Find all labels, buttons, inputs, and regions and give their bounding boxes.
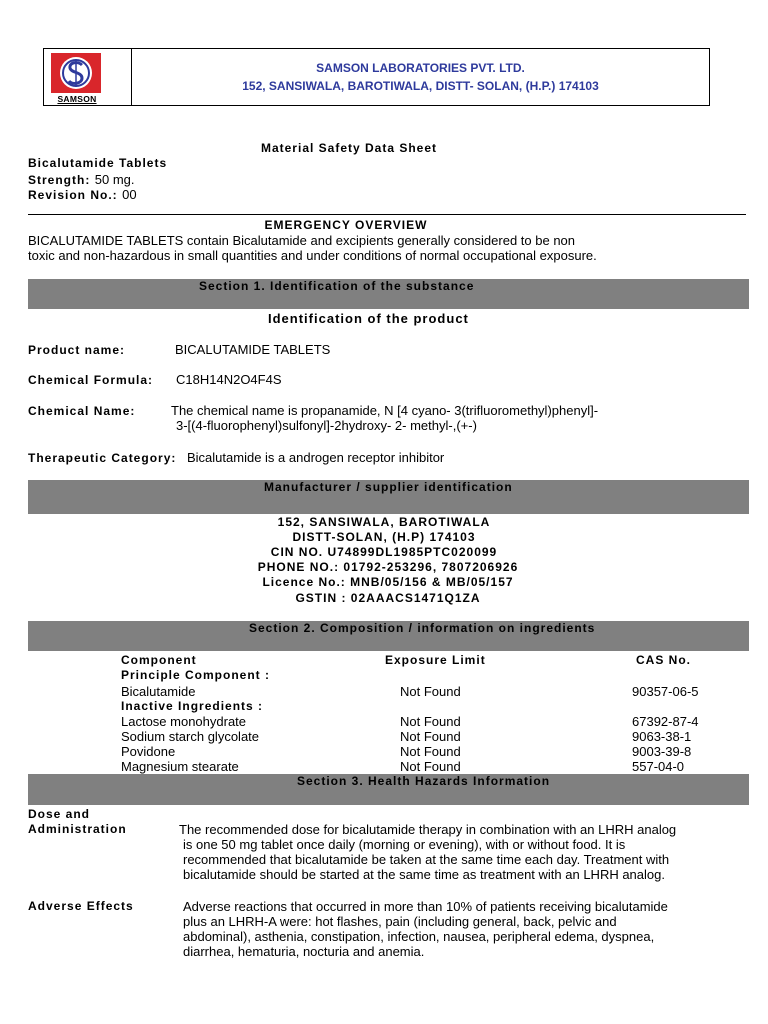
- ingredient-exposure: Not Found: [400, 744, 461, 759]
- manufacturer-line: DISTT-SOLAN, (H.P) 174103: [292, 530, 476, 544]
- revision-value: 00: [122, 187, 137, 202]
- emergency-title: EMERGENCY OVERVIEW: [264, 218, 428, 232]
- adverse-text-line: abdominal), asthenia, constipation, infection, nausea, peripheral edema, dyspnea,: [183, 929, 655, 944]
- revision-label: Revision No.:: [28, 188, 118, 202]
- adverse-effects-label: Adverse Effects: [28, 899, 134, 913]
- ingredient-name: Lactose monohydrate: [121, 714, 247, 729]
- manufacturer-line: Licence No.: MNB/05/156 & MB/05/157: [262, 575, 514, 589]
- dose-text-line: bicalutamide should be started at the same time as treatment with an LHRH analog.: [183, 867, 665, 882]
- product-name-label: Product name:: [28, 343, 126, 357]
- section-1-header: Section 1. Identification of the substance: [28, 279, 749, 309]
- strength-value: 50 mg.: [94, 172, 135, 187]
- divider-line: [28, 214, 746, 215]
- section-2-header: Section 2. Composition / information on ingredients: [28, 621, 749, 651]
- column-header-exposure: Exposure Limit: [385, 653, 486, 667]
- revision-row: [28, 186, 137, 204]
- chemical-name-label: Chemical Name:: [28, 404, 136, 418]
- dose-text-line: The recommended dose for bicalutamide therapy in combination with an LHRH analog: [179, 822, 677, 837]
- column-header-cas: CAS No.: [636, 653, 691, 667]
- product-title: Bicalutamide Tablets: [28, 156, 168, 170]
- chemical-name-line: 3-[(4-fluorophenyl)sulfonyl]-2hydroxy- 2- methyl-,(+-): [176, 418, 477, 433]
- ingredient-name: Sodium starch glycolate: [121, 729, 260, 744]
- principle-component-label: Principle Component :: [121, 668, 271, 682]
- dose-text-line: is one 50 mg tablet once daily (morning or evening), with or without food. It is: [183, 837, 626, 852]
- dose-label: Dose and: [28, 807, 91, 821]
- strength-label: Strength:: [28, 173, 91, 187]
- adverse-text-line: plus an LHRH-A were: hot flashes, pain (including general, back, pelvic and: [183, 914, 617, 929]
- manufacturer-header: Manufacturer / supplier identification: [28, 480, 749, 514]
- emergency-text-line: BICALUTAMIDE TABLETS contain Bicalutamide and excipients generally considered to be non: [28, 233, 576, 248]
- company-name: SAMSON LABORATORIES PVT. LTD.: [316, 61, 525, 75]
- ingredient-name: Magnesium stearate: [121, 759, 239, 774]
- manufacturer-line: CIN NO. U74899DL1985PTC020099: [270, 545, 498, 559]
- administration-label: Administration: [28, 822, 127, 836]
- emergency-text-line: toxic and non-hazardous in small quantities and under conditions of normal occupational exposure.: [28, 248, 597, 263]
- ingredient-cas: 557-04-0: [632, 759, 685, 774]
- dose-text-line: recommended that bicalutamide be taken at the same time each day. Treatment with: [183, 852, 670, 867]
- document-title: Material Safety Data Sheet: [260, 141, 438, 155]
- chemical-name-line: The chemical name is propanamide, N [4 cyano- 3(trifluoromethyl)phenyl]-: [171, 403, 599, 418]
- adverse-text-line: Adverse reactions that occurred in more than 10% of patients receiving bicalutamide: [183, 899, 668, 914]
- therapeutic-category-value: Bicalutamide is a androgen receptor inhibitor: [187, 450, 445, 465]
- adverse-text-line: diarrhea, hematuria, nocturia and anemia.: [183, 944, 425, 959]
- inactive-ingredients-label: Inactive Ingredients :: [121, 699, 264, 713]
- manufacturer-line: PHONE NO.: 01792-253296, 7807206926: [257, 560, 519, 574]
- chemical-formula-value: C18H14N2O4F4S: [176, 372, 282, 387]
- samson-logo-icon: [51, 53, 101, 93]
- logo-cell: [44, 49, 132, 105]
- letterhead: [43, 48, 710, 106]
- ingredient-name: Povidone: [121, 744, 176, 759]
- logo-wordmark: SAMSON: [57, 94, 97, 104]
- identification-subtitle: Identification of the product: [268, 311, 469, 326]
- chemical-formula-label: Chemical Formula:: [28, 373, 154, 387]
- column-header-component: Component: [121, 653, 197, 667]
- section-3-header: Section 3. Health Hazards Information: [28, 774, 749, 805]
- ingredient-exposure: Not Found: [400, 684, 461, 699]
- ingredient-cas: 9063-38-1: [632, 729, 692, 744]
- therapeutic-category-label: Therapeutic Category:: [28, 451, 177, 465]
- ingredient-cas: 90357-06-5: [632, 684, 699, 699]
- ingredient-name: Bicalutamide: [121, 684, 196, 699]
- company-address: 152, SANSIWALA, BAROTIWALA, DISTT- SOLAN, (H.P.) 174103: [242, 79, 599, 93]
- ingredient-exposure: Not Found: [400, 714, 461, 729]
- ingredient-exposure: Not Found: [400, 729, 461, 744]
- manufacturer-line: GSTIN : 02AAACS1471Q1ZA: [295, 591, 481, 605]
- ingredient-cas: 67392-87-4: [632, 714, 699, 729]
- manufacturer-line: 152, SANSIWALA, BAROTIWALA: [277, 515, 491, 529]
- product-name-value: BICALUTAMIDE TABLETS: [175, 342, 331, 357]
- ingredient-cas: 9003-39-8: [632, 744, 692, 759]
- ingredient-exposure: Not Found: [400, 759, 461, 774]
